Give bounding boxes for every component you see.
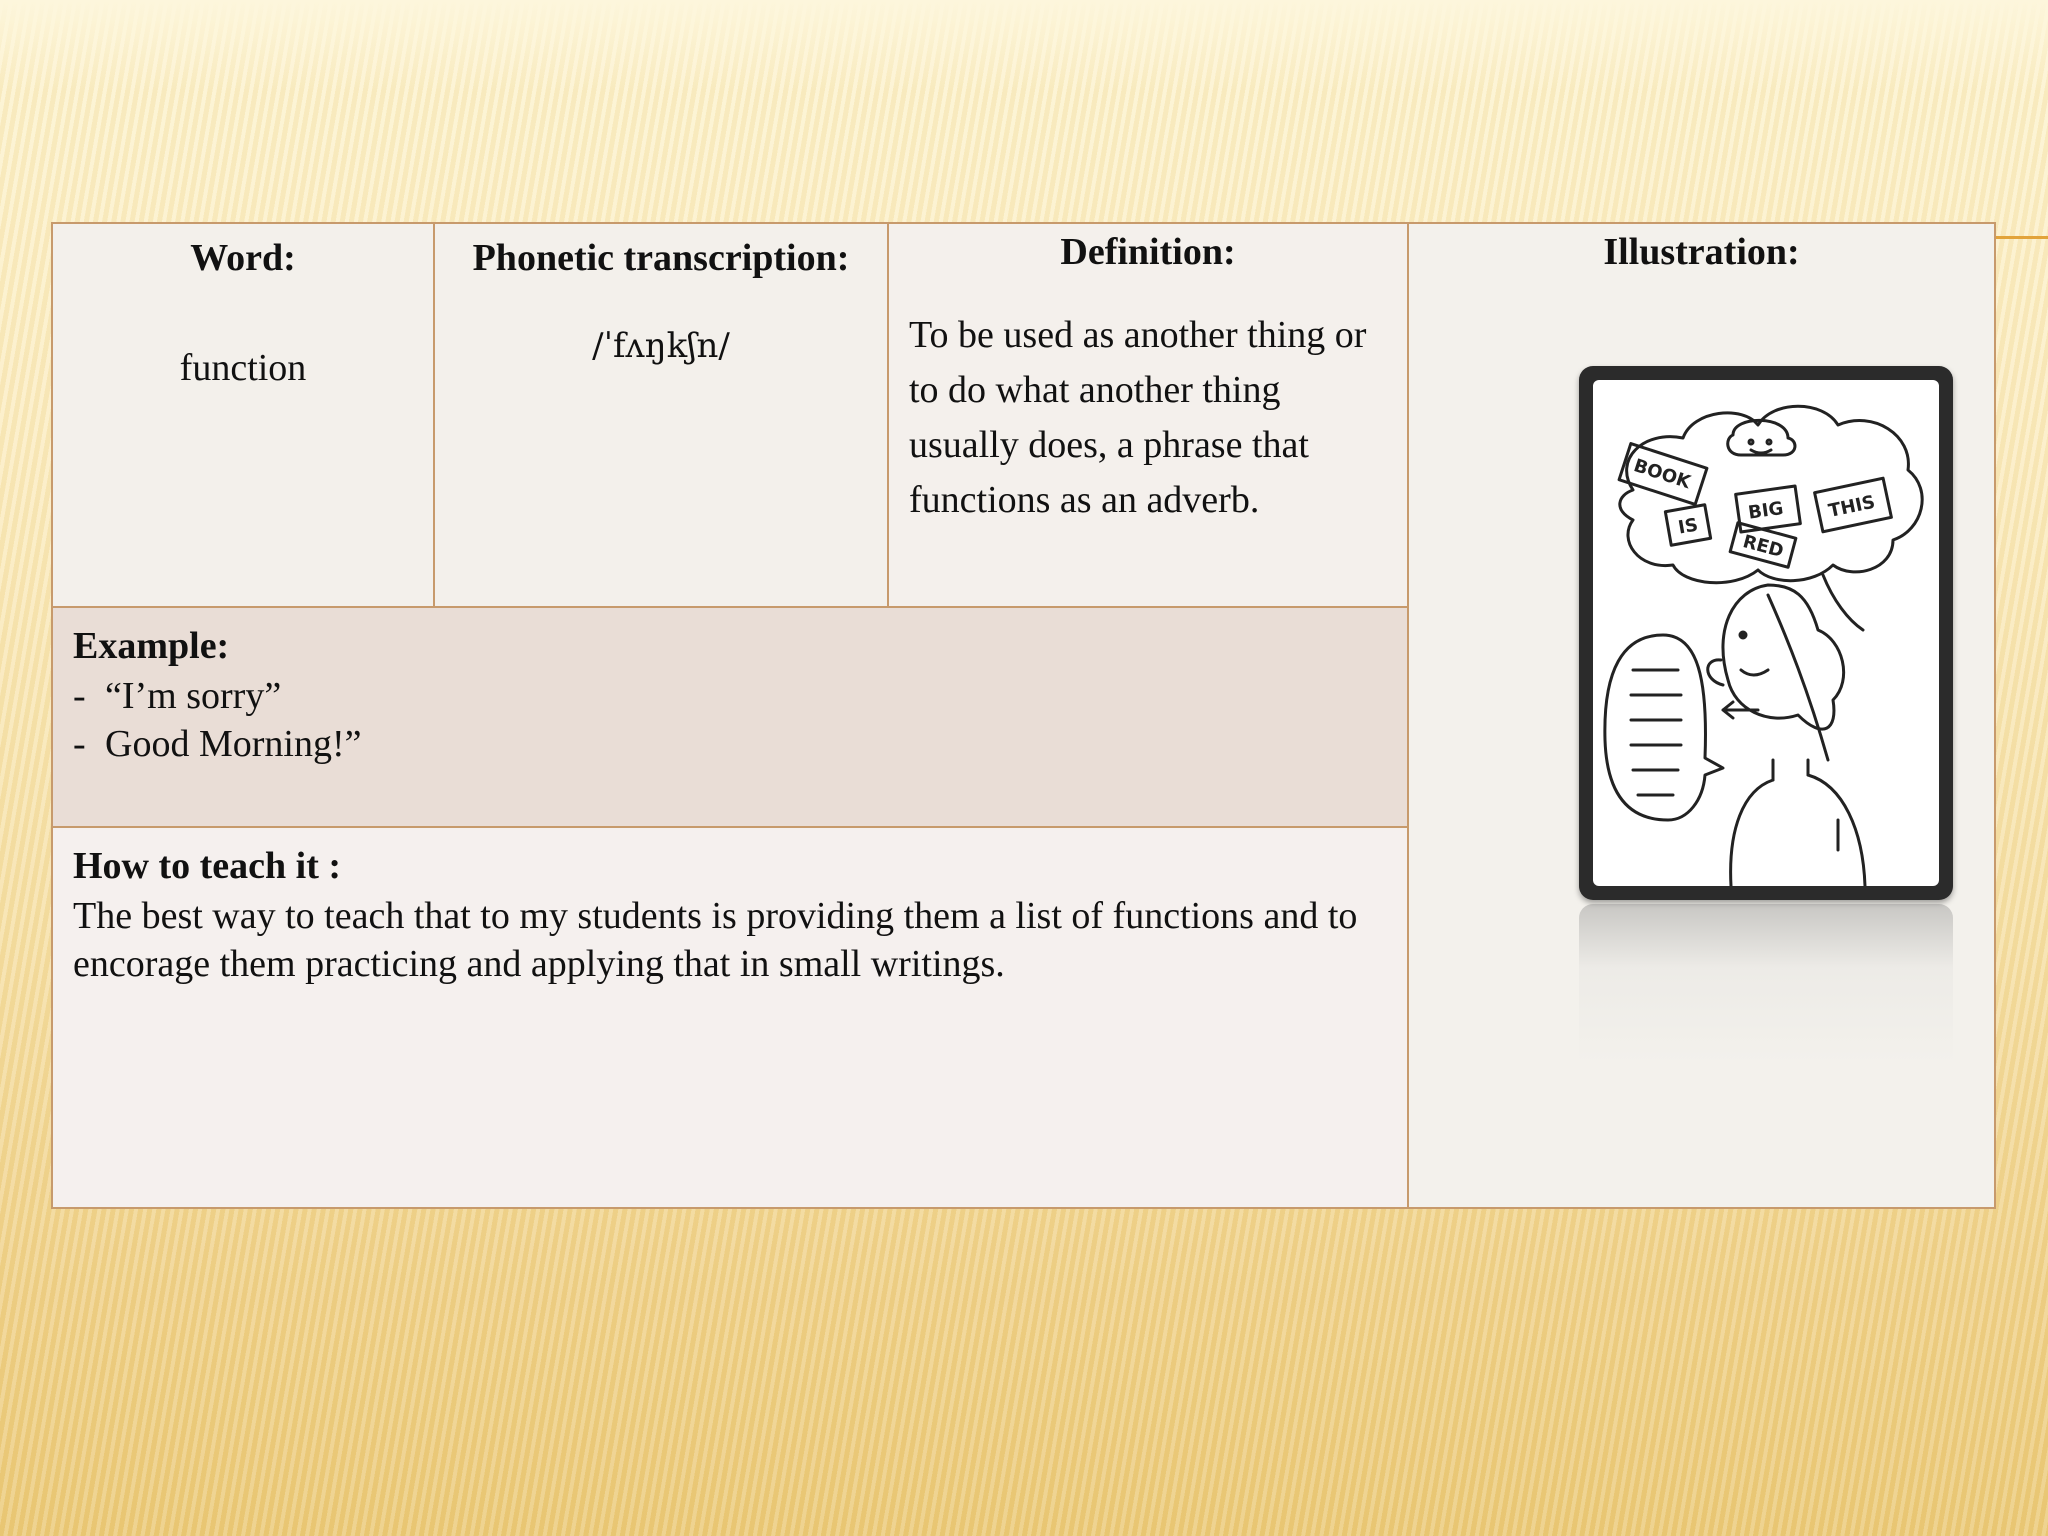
how-to-teach-cell [53,828,1409,1207]
sketch-word-big: BIG [1746,497,1785,524]
background-top-band [0,0,2048,90]
phonetic-cell [435,224,889,608]
definition-heading: Definition: [1060,231,1236,273]
speech-bubble [1605,635,1723,820]
example-list [73,672,361,768]
how-to-teach-text: The best way to teach that to my students is providing them a list of functions and to encorage them practicing and applying that in small writings. [73,895,1358,985]
thinking-person-sketch [1593,380,1939,886]
tablet-reflection [1579,904,1953,1064]
example-item-text: “I’m sorry” [105,675,282,717]
example-item: - “I’m sorry” [73,675,282,717]
how-to-teach-heading: How to teach it : [73,845,342,887]
word-heading: Word: [190,237,296,279]
example-heading: Example: [73,625,230,667]
sketch-word-this: THIS [1826,491,1878,522]
definition-text: To be used as another thing or to do what another thing usually does, a phrase that functions as an adverb. [909,314,1367,521]
illustration-image [1579,366,1955,1066]
tablet-screen [1593,380,1939,886]
sketch-word-book: BOOK [1631,455,1693,494]
accent-line [1990,236,2048,239]
example-item-text: Good Morning!” [105,723,362,765]
example-item: - Good Morning!” [73,723,362,765]
example-cell [53,608,1409,828]
sketch-word-is: IS [1676,514,1700,539]
illustration-heading: Illustration: [1603,231,1800,273]
vocabulary-card [51,222,1996,1209]
person-head [1723,585,1844,729]
sketch-word-red: RED [1740,531,1786,563]
phonetic-heading: Phonetic transcription: [472,237,850,279]
word-cell [53,224,435,608]
word-value: function [179,347,307,389]
definition-cell [889,224,1409,608]
illustration-cell [1409,224,1994,1207]
phonetic-value: /ˈfʌŋkʃn/ [592,326,730,366]
tablet-frame [1579,366,1953,900]
